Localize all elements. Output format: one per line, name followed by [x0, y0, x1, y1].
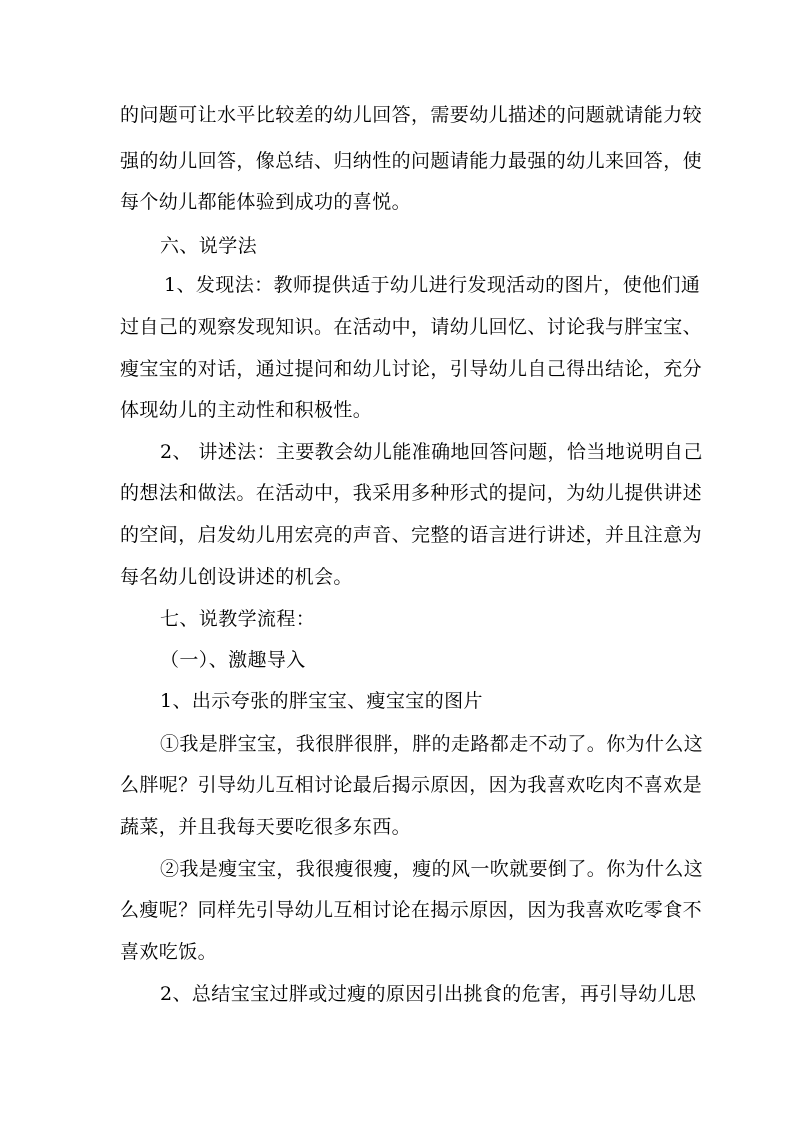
body-text-line: ②我是瘦宝宝，我很瘦很瘦，瘦的风一吹就要倒了。你为什么这 — [160, 858, 704, 880]
body-text-line: 每个幼儿都能体验到成功的喜悦。 — [120, 191, 412, 213]
body-text-line: 蔬菜，并且我每天要吃很多东西。 — [120, 816, 412, 838]
body-text-line: 的空间，启发幼儿用宏亮的声音、完整的语言进行讲述，并且注意为 — [120, 524, 703, 546]
body-text-line: 体现幼儿的主动性和积极性。 — [120, 399, 373, 421]
body-text-line: 每名幼儿创设讲述的机会。 — [120, 566, 353, 588]
section-heading: 六、说学法 — [160, 235, 258, 257]
section-heading: 七、说教学流程： — [160, 608, 316, 630]
body-text-line: 2、 讲述法：主要教会幼儿能准确地回答问题，恰当地说明自己 — [160, 441, 703, 463]
body-text-line: ①我是胖宝宝，我很胖很胖，胖的走路都走不动了。你为什么这 — [160, 733, 704, 755]
body-text-line: 2、总结宝宝过胖或过瘦的原因引出挑食的危害，再引导幼儿思 — [160, 983, 697, 1005]
body-text-line: 么瘦呢？同样先引导幼儿互相讨论在揭示原因，因为我喜欢吃零食不 — [120, 899, 703, 921]
body-text-line: 1、出示夸张的胖宝宝、瘦宝宝的图片 — [160, 690, 483, 712]
body-text-line: 过自己的观察发现知识。在活动中，请幼儿回忆、讨论我与胖宝宝、 — [120, 316, 703, 338]
body-text-line: 瘦宝宝的对话，通过提问和幼儿讨论，引导幼儿自己得出结论，充分 — [120, 358, 703, 380]
body-text-line: 强的幼儿回答，像总结、归纳性的问题请能力最强的幼儿来回答，使 — [120, 150, 703, 172]
body-text-line: 1、发现法：教师提供适于幼儿进行发现活动的图片，使他们通 — [164, 274, 701, 296]
body-text-line: 的问题可让水平比较差的幼儿回答，需要幼儿描述的问题就请能力较 — [120, 104, 703, 126]
subsection-heading: （一）、激趣导入 — [160, 649, 306, 671]
body-text-line: 喜欢吃饭。 — [120, 941, 218, 963]
body-text-line: 么胖呢？引导幼儿互相讨论最后揭示原因，因为我喜欢吃肉不喜欢是 — [120, 774, 703, 796]
body-text-line: 的想法和做法。在活动中，我采用多种形式的提问，为幼儿提供讲述 — [120, 482, 703, 504]
